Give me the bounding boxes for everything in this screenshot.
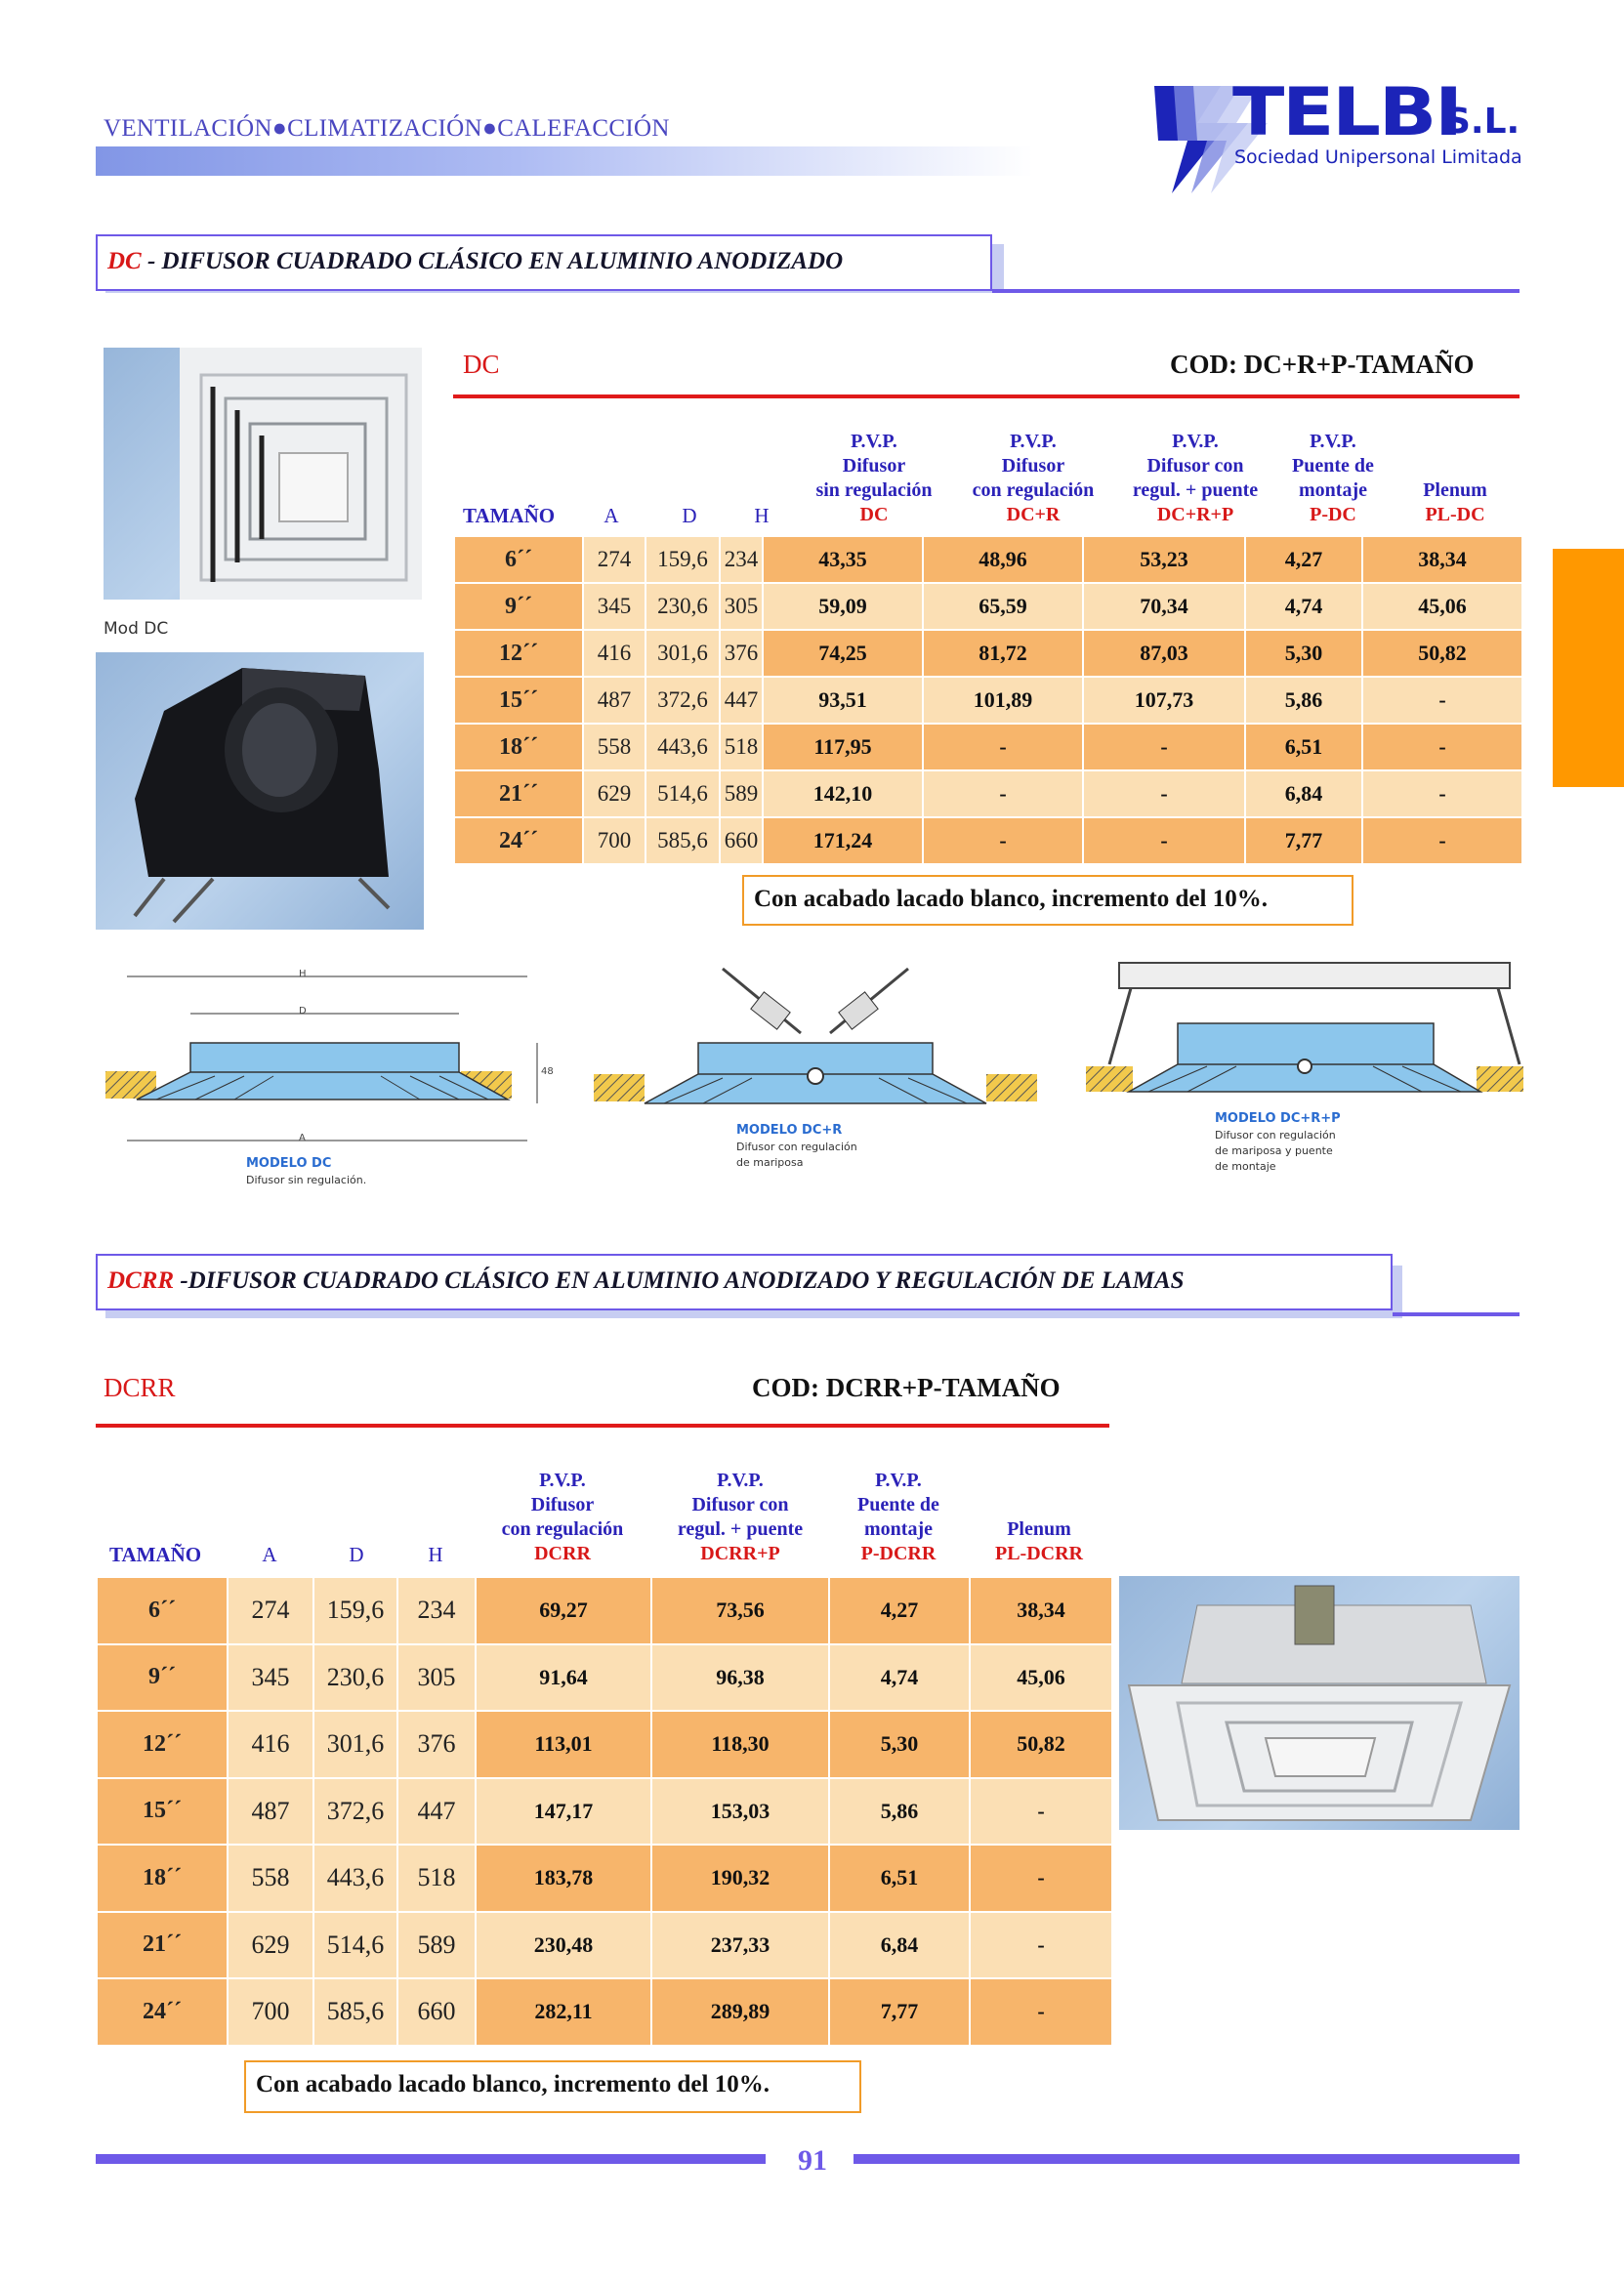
header-line: P.V.P. [875,1470,922,1491]
dc-col-tamano: TAMAÑO [463,504,556,527]
header-line: Plenum [1007,1518,1071,1540]
header-code: PL-DCRR [995,1543,1083,1564]
header-line: Difusor [530,1494,595,1515]
dc-price-col-header [803,430,945,527]
dim-h-cell: 518 [397,1845,476,1912]
header-gradient-bar [96,146,1033,176]
dim-label-height: 48 [541,1066,554,1077]
dc-product-code: COD: DC+R+P-TAMAÑO [1170,350,1475,379]
price-cell: 69,27 [476,1577,651,1644]
dim-h-cell: 518 [720,724,763,770]
dc-col-a: A [604,504,619,527]
page-number: 91 [798,2144,827,2177]
dcrr-heading-rule [96,1424,1109,1428]
dim-d-cell: 159,6 [645,536,720,583]
price-cell: 45,06 [1362,583,1522,630]
price-cell: 7,77 [829,1978,970,2046]
drawing-model-label: MODELO DC [246,1156,332,1171]
dim-d-cell: 372,6 [645,677,720,724]
dim-h-cell: 376 [397,1711,476,1778]
dcrr-price-table [96,1576,1113,2047]
drawing-desc-line: de mariposa [736,1156,804,1169]
table-row [97,1711,1112,1778]
dc-price-col-header [959,430,1107,527]
header-line: regul. + puente [677,1518,804,1540]
dc-col-h: H [754,504,770,527]
dcrr-section-code: DCRR [107,1267,175,1294]
header-code: DC [859,504,889,525]
price-cell: 38,34 [1362,536,1522,583]
price-cell: - [923,770,1083,817]
header-tagline: VENTILACIÓN●CLIMATIZACIÓN●CALEFACCIÓN [104,115,670,142]
dcrr-price-col-header [660,1469,820,1566]
drawing-model-label: MODELO DC+R [736,1123,843,1138]
dim-a-cell: 416 [583,630,645,677]
price-cell: 50,82 [1362,630,1522,677]
header-code: DC+R+P [1156,504,1234,525]
table-row [97,1577,1112,1644]
price-cell: - [970,1912,1112,1979]
header-line: Difusor con [691,1494,789,1515]
dcrr-col-d: D [349,1543,364,1566]
dcrr-price-col-header [973,1517,1105,1566]
price-cell: 190,32 [651,1845,829,1912]
dc-finish-note: Con acabado lacado blanco, incremento del 10%. [742,875,1353,926]
price-cell: 96,38 [651,1644,829,1712]
section-rule [1393,1312,1520,1316]
header-line: Puente de [1292,455,1374,477]
table-row [454,770,1522,817]
table-row [97,1978,1112,2046]
diffuser-photo-icon [1119,1576,1520,1830]
diffuser-butterfly-drawing-icon [586,967,1045,1201]
price-cell: 5,30 [1245,630,1362,677]
dim-d-cell: 230,6 [313,1644,397,1712]
header-line: montaje [864,1518,933,1540]
price-cell: 50,82 [970,1711,1112,1778]
dcrr-price-col-header [840,1469,957,1566]
dim-a-cell: 558 [228,1845,313,1912]
dim-h-cell: 305 [720,583,763,630]
dim-a-cell: 274 [228,1577,313,1644]
dcrr-col-h: H [428,1543,443,1566]
price-cell: - [1362,817,1522,864]
table-row [454,817,1522,864]
dim-h-cell: 447 [720,677,763,724]
header-line: con regulación [501,1518,624,1540]
header-line: P.V.P. [851,431,897,452]
dim-a-cell: 629 [583,770,645,817]
header-line: P.V.P. [539,1470,586,1491]
dim-a-cell: 700 [583,817,645,864]
size-cell: 12´´ [97,1711,228,1778]
price-cell: - [1362,770,1522,817]
size-cell: 21´´ [97,1912,228,1979]
price-cell: 113,01 [476,1711,651,1778]
header-code: DC+R [1006,504,1061,525]
dim-label-a: A [299,1133,306,1143]
price-cell: - [970,1778,1112,1846]
dim-d-cell: 372,6 [313,1778,397,1846]
price-cell: 118,30 [651,1711,829,1778]
header-line: Difusor con [1146,455,1244,477]
dcrr-price-col-header [484,1469,641,1566]
dc-diffuser-photo [104,348,422,600]
dc-section-title [107,248,843,275]
price-cell: 53,23 [1083,536,1245,583]
price-cell: 142,10 [763,770,923,817]
dim-d-cell: 301,6 [313,1711,397,1778]
price-cell: - [1362,724,1522,770]
price-cell: - [1083,817,1245,864]
dc-price-table [453,535,1523,865]
price-cell: 5,30 [829,1711,970,1778]
dcrr-col-tamano: TAMAÑO [109,1543,202,1566]
dim-d-cell: 230,6 [645,583,720,630]
drawing-model-dc [98,957,557,1191]
drawing-model-dc-r-p [1080,957,1529,1191]
price-cell: - [1362,677,1522,724]
price-cell: 4,27 [829,1577,970,1644]
price-cell: 4,74 [1245,583,1362,630]
price-cell: 230,48 [476,1912,651,1979]
dim-a-cell: 416 [228,1711,313,1778]
price-cell: - [1083,770,1245,817]
price-cell: 43,35 [763,536,923,583]
dcrr-diffuser-photo [1119,1576,1520,1830]
table-row [454,583,1522,630]
price-cell: 171,24 [763,817,923,864]
price-cell: 4,27 [1245,536,1362,583]
price-cell: 6,51 [829,1845,970,1912]
header-code: PL-DC [1425,504,1485,525]
dim-a-cell: 629 [228,1912,313,1979]
plenum-photo-icon [96,652,424,930]
size-cell: 18´´ [454,724,583,770]
header-line: P.V.P. [1172,431,1219,452]
price-cell: 153,03 [651,1778,829,1846]
header-code: DCRR [534,1543,591,1564]
header-line: Difusor [842,455,906,477]
dc-col-d: D [682,504,697,527]
price-cell: 289,89 [651,1978,829,2046]
footer-rule-left [96,2154,766,2164]
drawing-model-dc-r [586,967,1045,1201]
header-line: con regulación [972,479,1095,501]
dcrr-product-code: COD: DCRR+P-TAMAÑO [752,1373,1061,1402]
header-code: P-DC [1310,504,1356,525]
price-cell: 38,34 [970,1577,1112,1644]
dim-h-cell: 447 [397,1778,476,1846]
table-row [97,1644,1112,1712]
drawing-model-label: MODELO DC+R+P [1215,1111,1341,1126]
dim-d-cell: 514,6 [313,1912,397,1979]
dim-d-cell: 514,6 [645,770,720,817]
price-cell: 6,84 [829,1912,970,1979]
price-cell: 48,96 [923,536,1083,583]
price-cell: 5,86 [829,1778,970,1846]
dc-price-col-header [1396,478,1514,527]
dc-photo-caption: Mod DC [104,619,169,639]
dc-product-name: DC [463,350,500,379]
dc-price-col-header [1115,430,1275,527]
dim-h-cell: 660 [397,1978,476,2046]
dc-section-code: DC [107,248,142,274]
table-row [97,1912,1112,1979]
price-cell: 91,64 [476,1644,651,1712]
dim-a-cell: 700 [228,1978,313,2046]
price-cell: 87,03 [1083,630,1245,677]
size-cell: 24´´ [97,1978,228,2046]
dim-d-cell: 443,6 [645,724,720,770]
dim-d-cell: 585,6 [645,817,720,864]
dc-price-col-header [1279,430,1387,527]
table-row [97,1778,1112,1846]
header-line: P.V.P. [717,1470,764,1491]
dim-h-cell: 234 [720,536,763,583]
drawing-desc-line: Difusor con regulación [1215,1129,1336,1142]
price-cell: 73,56 [651,1577,829,1644]
dc-heading-rule [453,394,1520,398]
drawing-desc-line: Difusor sin regulación. [246,1174,367,1186]
header-line: Difusor [1001,455,1065,477]
price-cell: 4,74 [829,1644,970,1712]
price-cell: 59,09 [763,583,923,630]
dim-h-cell: 660 [720,817,763,864]
size-cell: 12´´ [454,630,583,677]
header-line: regul. + puente [1132,479,1259,501]
price-cell: 147,17 [476,1778,651,1846]
table-row [454,536,1522,583]
size-cell: 21´´ [454,770,583,817]
size-cell: 6´´ [454,536,583,583]
header-code: P-DCRR [860,1543,937,1564]
size-cell: 6´´ [97,1577,228,1644]
logo-wordmark: TELBI [1232,74,1461,151]
dim-a-cell: 558 [583,724,645,770]
dim-d-cell: 159,6 [313,1577,397,1644]
diffuser-photo-icon [104,348,422,600]
price-cell: - [923,724,1083,770]
logo-suffix: S.L. [1445,102,1520,142]
price-cell: 5,86 [1245,677,1362,724]
size-cell: 24´´ [454,817,583,864]
price-cell: 6,84 [1245,770,1362,817]
table-row [454,724,1522,770]
size-cell: 9´´ [454,583,583,630]
dim-a-cell: 345 [583,583,645,630]
dim-h-cell: 589 [397,1912,476,1979]
price-cell: 6,51 [1245,724,1362,770]
size-cell: 18´´ [97,1845,228,1912]
header-line: P.V.P. [1010,431,1057,452]
header-line: Plenum [1423,479,1487,501]
dc-section-title-text: - DIFUSOR CUADRADO CLÁSICO EN ALUMINIO ANODIZADO [141,248,844,274]
dim-d-cell: 301,6 [645,630,720,677]
drawing-desc-line: de mariposa y puente [1215,1144,1333,1157]
price-cell: 183,78 [476,1845,651,1912]
logo-subtitle: Sociedad Unipersonal Limitada [1234,146,1522,168]
price-cell: - [970,1978,1112,2046]
price-cell: - [1083,724,1245,770]
section-rule [992,289,1520,293]
size-cell: 15´´ [454,677,583,724]
price-cell: - [970,1845,1112,1912]
table-row [454,677,1522,724]
header-line: Puente de [857,1494,939,1515]
dc-section-title-box [96,234,992,291]
dim-a-cell: 274 [583,536,645,583]
table-row [97,1845,1112,1912]
header-line: sin regulación [815,479,933,501]
dcrr-section-title-text: -DIFUSOR CUADRADO CLÁSICO EN ALUMINIO ANODIZADO Y REGULACIÓN DE LAMAS [174,1267,1185,1294]
price-cell: 117,95 [763,724,923,770]
size-cell: 9´´ [97,1644,228,1712]
price-cell: 65,59 [923,583,1083,630]
dim-h-cell: 589 [720,770,763,817]
price-cell: 7,77 [1245,817,1362,864]
dim-h-cell: 376 [720,630,763,677]
header-code: DCRR+P [700,1543,780,1564]
dcrr-section-title [107,1267,1185,1295]
dim-a-cell: 345 [228,1644,313,1712]
dcrr-section-title-box [96,1254,1393,1310]
drawing-desc-line: Difusor con regulación [736,1141,857,1153]
price-cell: 74,25 [763,630,923,677]
price-cell: 237,33 [651,1912,829,1979]
price-cell: 107,73 [1083,677,1245,724]
dcrr-finish-note: Con acabado lacado blanco, incremento del 10%. [244,2060,861,2113]
dim-h-cell: 234 [397,1577,476,1644]
price-cell: - [923,817,1083,864]
price-cell: 70,34 [1083,583,1245,630]
dim-h-cell: 305 [397,1644,476,1712]
price-cell: 282,11 [476,1978,651,2046]
dcrr-product-name: DCRR [104,1373,176,1402]
plenum-photo [96,652,424,930]
drawing-desc-line: de montaje [1215,1160,1276,1173]
dim-label-d: D [299,1006,307,1017]
price-cell: 81,72 [923,630,1083,677]
dim-a-cell: 487 [583,677,645,724]
dim-a-cell: 487 [228,1778,313,1846]
header-line: montaje [1299,479,1367,501]
price-cell: 93,51 [763,677,923,724]
table-row [454,630,1522,677]
price-cell: 45,06 [970,1644,1112,1712]
dcrr-col-a: A [262,1543,277,1566]
footer-rule-right [854,2154,1520,2164]
dim-label-h: H [299,969,307,979]
size-cell: 15´´ [97,1778,228,1846]
dim-d-cell: 585,6 [313,1978,397,2046]
price-cell: 101,89 [923,677,1083,724]
header-line: P.V.P. [1310,431,1356,452]
side-tab [1553,549,1624,787]
dim-d-cell: 443,6 [313,1845,397,1912]
